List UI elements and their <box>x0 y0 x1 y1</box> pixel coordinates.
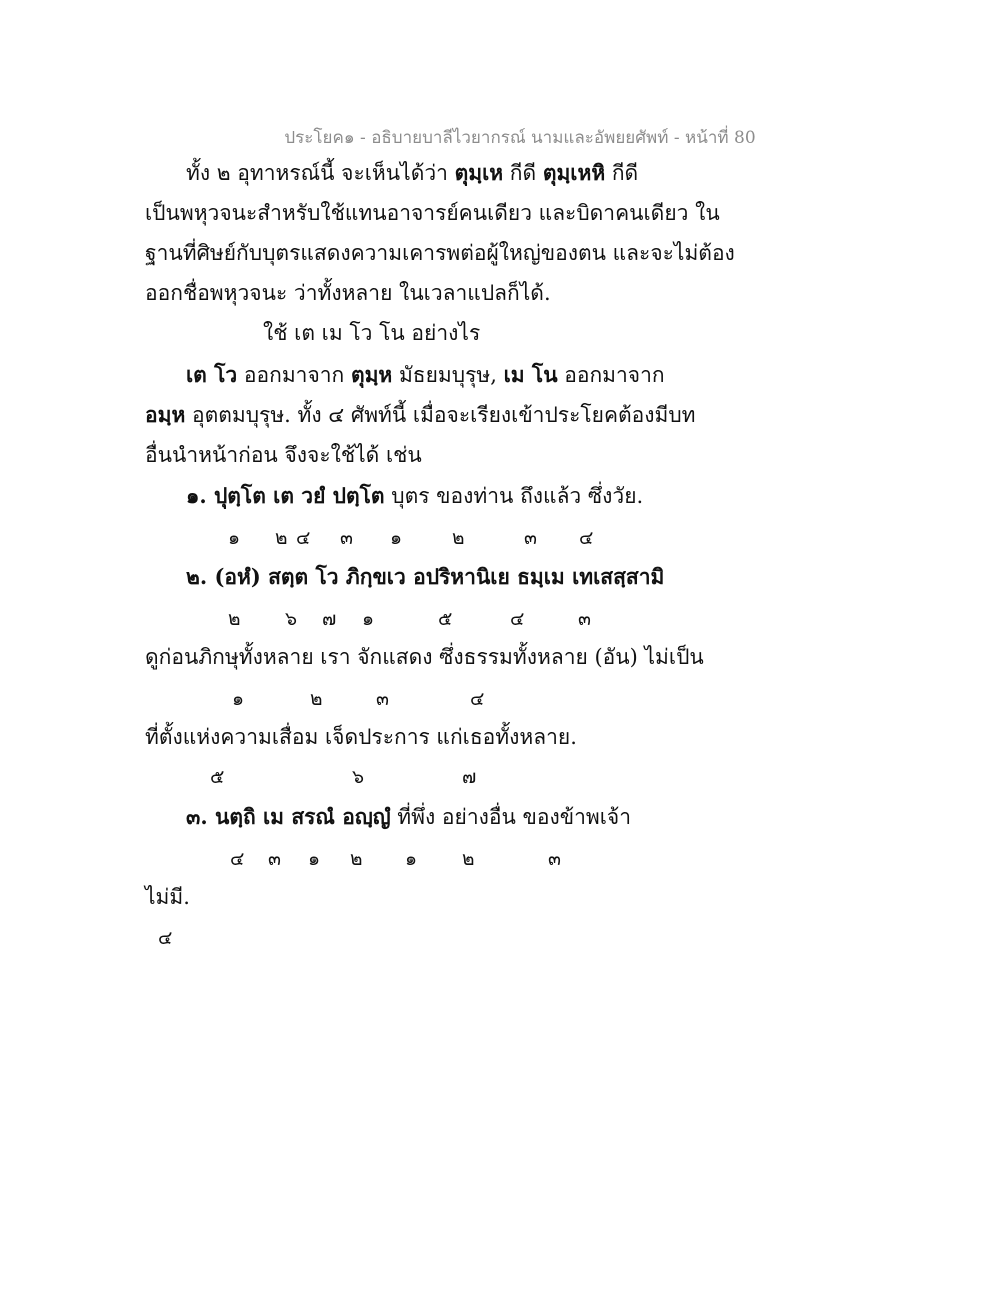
translation: ที่พึ่ง อย่างอื่น ของข้าพเจ้า <box>390 805 632 829</box>
text: กีดี <box>605 161 639 185</box>
order-number: ๓ <box>376 688 389 710</box>
order-number: ๒ <box>350 848 363 870</box>
order-number: ๗ <box>462 766 477 788</box>
example-2 <box>186 562 664 592</box>
example-3-translation: ไม่มี. <box>145 885 190 909</box>
example-2-translation-1: ดูก่อนภิกษุทั้งหลาย เรา จักแสดง ซึ่งธรรมทั้งหลาย (อัน) ไม่เป็น <box>145 645 704 669</box>
order-number: ๓ <box>268 848 281 870</box>
order-number: ๖ <box>285 608 298 630</box>
order-number: ๑ <box>390 527 403 549</box>
order-number: ๓ <box>548 848 561 870</box>
order-number: ๕ <box>438 608 453 630</box>
order-number: ๔ <box>158 927 173 949</box>
text: อุตตมบุรุษ. ทั้ง ๔ ศัพท์นี้ เมื่อจะเรียงเข้าประโยคต้องมีบท <box>185 403 696 427</box>
order-number: ๓ <box>340 527 353 549</box>
paragraph-line-2: เป็นพหุวจนะสำหรับใช้แทนอาจารย์คนเดียว และบิดาคนเดียว ใน <box>145 201 720 225</box>
translation: บุตร ของท่าน ถึงแล้ว ซึ่งวัย. <box>384 484 644 508</box>
pali-sentence: ๒. (อหํ) สตฺต โว ภิกฺขเว อปริหานิเย ธมฺเม เทเสสฺสามิ <box>186 564 665 589</box>
pali-sentence: ๓. นตฺถิ เม สรณํ อญฺญํ <box>186 804 391 829</box>
paragraph-line-1 <box>186 158 638 188</box>
order-number: ๑ <box>228 527 241 549</box>
section-heading: ใช้ เต เม โว โน อย่างไร <box>263 321 481 345</box>
order-number: ๑ <box>308 848 321 870</box>
example-1 <box>186 481 643 511</box>
paragraph-line-4: ออกชื่อพหุวจนะ ว่าทั้งหลาย ในเวลาแปลก็ได้. <box>145 281 551 305</box>
text: กีดี <box>503 161 543 185</box>
example-3 <box>186 802 631 832</box>
text: มัธยมบุรุษ, <box>392 363 504 387</box>
order-number: ๔ <box>510 608 525 630</box>
text: ออกมาจาก <box>237 363 351 387</box>
pali-term: เม โน <box>503 362 558 387</box>
order-number: ๗ <box>322 608 337 630</box>
paragraph-line-5 <box>186 360 665 390</box>
order-number: ๒ <box>310 688 323 710</box>
order-number: ๑ <box>232 688 245 710</box>
pali-term: ตุมฺห <box>350 362 393 387</box>
pali-term: เต โว <box>186 362 238 387</box>
pali-sentence: ๑. ปุตฺโต เต วยํ ปตฺโต <box>186 483 385 508</box>
pali-term: อมฺห <box>145 402 186 427</box>
order-number: ๔ <box>296 527 311 549</box>
example-2-translation-2: ที่ตั้งแห่งความเสื่อม เจ็ดประการ แก่เธอทั้งหลาย. <box>145 725 577 749</box>
order-number: ๑ <box>405 848 418 870</box>
order-number: ๑ <box>362 608 375 630</box>
order-number: ๓ <box>524 527 537 549</box>
paragraph-line-7: อื่นนำหน้าก่อน จึงจะใช้ได้ เช่น <box>145 443 422 467</box>
order-number: ๕ <box>210 766 225 788</box>
order-number: ๔ <box>579 527 594 549</box>
text: ทั้ง ๒ อุทาหรณ์นี้ จะเห็นได้ว่า <box>186 161 455 185</box>
pali-term: ตุมฺเห <box>454 160 504 185</box>
paragraph-line-6 <box>145 400 696 430</box>
order-number: ๒ <box>452 527 465 549</box>
order-number: ๖ <box>352 766 365 788</box>
order-number: ๒ <box>462 848 475 870</box>
order-number: ๔ <box>230 848 245 870</box>
paragraph-line-3: ฐานที่ศิษย์กับบุตรแสดงความเคารพต่อผู้ใหญ่ของตน และจะไม่ต้อง <box>145 241 735 265</box>
page-header: ประโยค๑ - อธิบายบาลีไวยากรณ์ นามและอัพยยศัพท์ - หน้าที่ 80 <box>284 128 756 148</box>
order-number: ๒ <box>228 608 241 630</box>
order-number: ๔ <box>470 688 485 710</box>
order-number: ๒ <box>275 527 288 549</box>
order-number: ๓ <box>578 608 591 630</box>
pali-term: ตุมฺเหหิ <box>542 160 606 185</box>
text: ออกมาจาก <box>557 363 665 387</box>
